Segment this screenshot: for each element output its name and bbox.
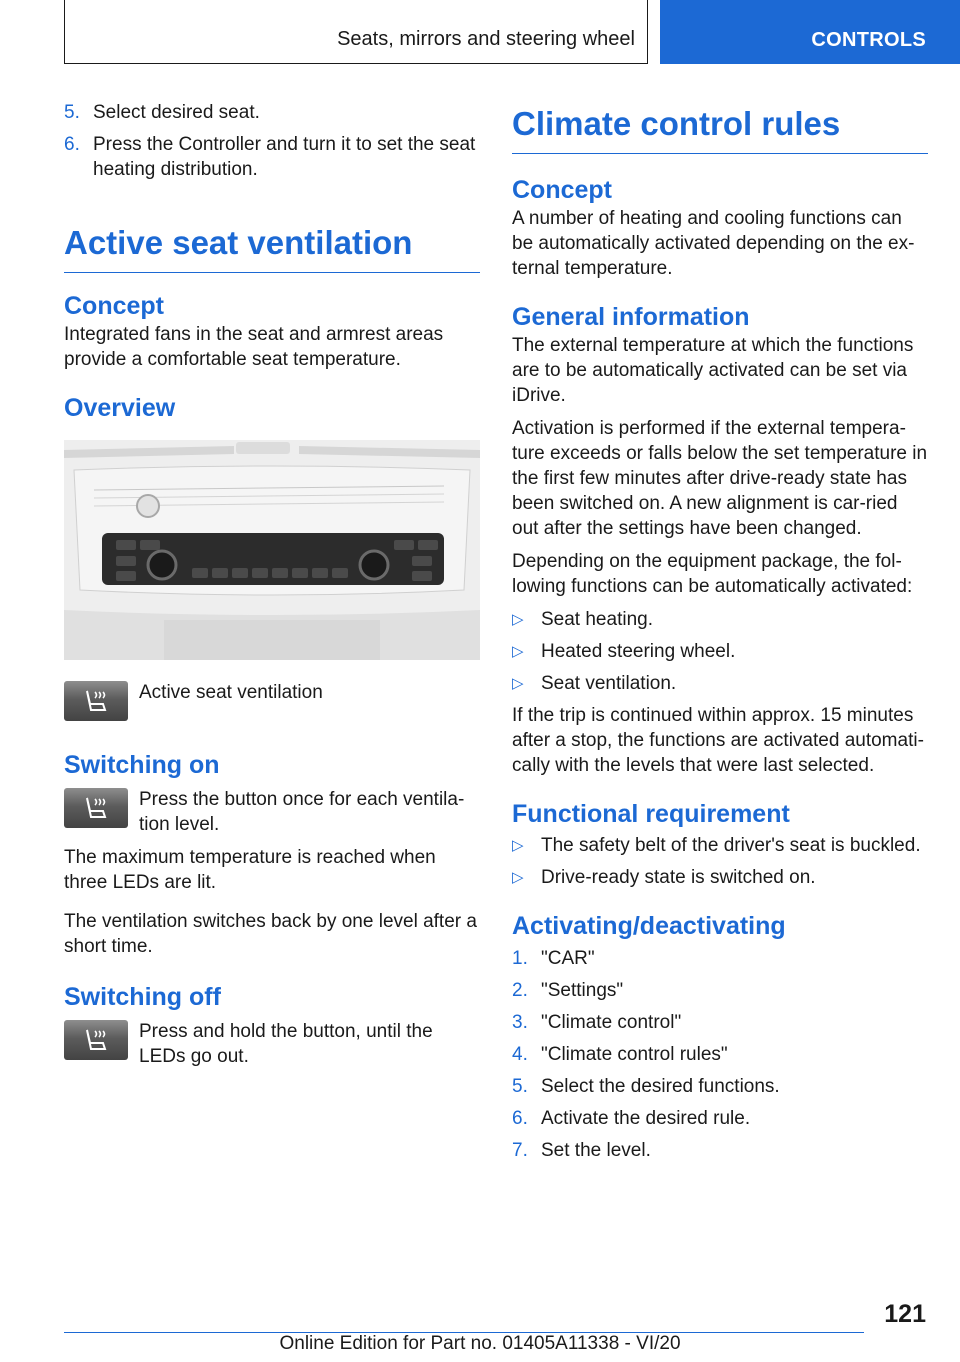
switch-on-row (64, 787, 480, 837)
switch-off-row (64, 1019, 480, 1069)
header-section-title: Seats, mirrors and steering wheel (337, 28, 635, 50)
switch-on-text: Press the button once for each ventila‐tion level. (139, 789, 465, 835)
general-text-3: Depending on the equipment package, the fol‐lowing functions can be automatically activated: (512, 551, 913, 597)
triangle-bullet-icon: ▷ (512, 869, 524, 886)
seat-ventilation-icon (64, 681, 128, 721)
seat-ventilation-icon (64, 1020, 128, 1060)
heading-switching-on: Switching on (64, 751, 220, 779)
heading-general-information: General information (512, 303, 750, 331)
activate-steps (512, 946, 928, 1163)
switch-off-text: Press and hold the button, until the LEDs go out. (139, 1021, 433, 1067)
list-item: ▷ Seat heating. (512, 609, 653, 630)
heading-concept: Concept (64, 292, 164, 320)
list-item: ▷ Seat ventilation. (512, 673, 677, 694)
list-item: ▷ The safety belt of the driver's seat is buckled. (512, 835, 921, 856)
requirements-list (512, 833, 928, 890)
section-title-climate-control-rules: Climate control rules (512, 104, 928, 154)
triangle-bullet-icon: ▷ (512, 611, 524, 628)
list-item: 1. "CAR" (512, 948, 595, 969)
left-column (64, 100, 480, 1069)
header-chapter-tab[interactable] (660, 0, 960, 64)
general-text-4: If the trip is continued within approx. 15 minutes after a stop, the functions are activated automati‐cally with the levels that were last selected. (512, 705, 924, 776)
triangle-bullet-icon: ▷ (512, 643, 524, 660)
header-chapter-label: CONTROLS (811, 29, 926, 51)
concept-text: A number of heating and cooling functions can be automatically activated depending on the ex‐ternal temperature. (512, 208, 915, 279)
right-column (512, 104, 928, 1170)
list-item: 6. Activate the desired rule. (512, 1108, 751, 1129)
switch-back-text: The ventilation switches back by one level after a short time. (64, 911, 477, 957)
list-item: 6. Press the Controller and turn it to set the seat heating distribution. (64, 134, 476, 180)
list-item: 5. Select desired seat. (64, 102, 260, 123)
heading-overview: Overview (64, 394, 176, 422)
list-item: 4. "Climate control rules" (512, 1044, 728, 1065)
header-section-box (64, 0, 648, 64)
general-text-1: The external temperature at which the functions are to be automatically activated can be set via iDrive. (512, 335, 914, 406)
section-title-active-seat-ventilation: Active seat ventilation (64, 223, 480, 273)
functions-list (512, 607, 928, 696)
overview-icon-row (64, 680, 480, 721)
triangle-bullet-icon: ▷ (512, 837, 524, 854)
heading-concept: Concept (512, 176, 612, 204)
general-text-2: Activation is performed if the external tempera‐ture exceeds or falls below the set temperature in the first few minutes after drive-ready state has been switched on. A new alignment is car‐ried out after the settings have been changed. (512, 418, 928, 539)
list-item: 3. "Climate control" (512, 1012, 682, 1033)
list-item: 2. "Settings" (512, 980, 624, 1001)
page-number: 121 (884, 1300, 926, 1328)
list-item: 5. Select the desired functions. (512, 1076, 780, 1097)
heading-functional-requirement: Functional requirement (512, 800, 790, 828)
list-item: 7. Set the level. (512, 1140, 651, 1161)
triangle-bullet-icon: ▷ (512, 675, 524, 692)
list-item: ▷ Heated steering wheel. (512, 641, 736, 662)
seat-heating-steps (64, 100, 480, 182)
icon-caption: Active seat ventilation (139, 682, 323, 703)
seat-ventilation-icon (64, 788, 128, 828)
heading-switching-off: Switching off (64, 983, 221, 1011)
max-temp-text: The maximum temperature is reached when three LEDs are lit. (64, 847, 436, 893)
climate-panel-photo (64, 440, 480, 660)
list-item: ▷ Drive-ready state is switched on. (512, 867, 816, 888)
concept-text: Integrated fans in the seat and armrest areas provide a comfortable seat temperature. (64, 324, 444, 370)
heading-activating-deactivating: Activating/deactivating (512, 912, 786, 940)
footer-edition[interactable]: Online Edition for Part no. 01405A11338 - VI/20 (279, 1333, 681, 1354)
